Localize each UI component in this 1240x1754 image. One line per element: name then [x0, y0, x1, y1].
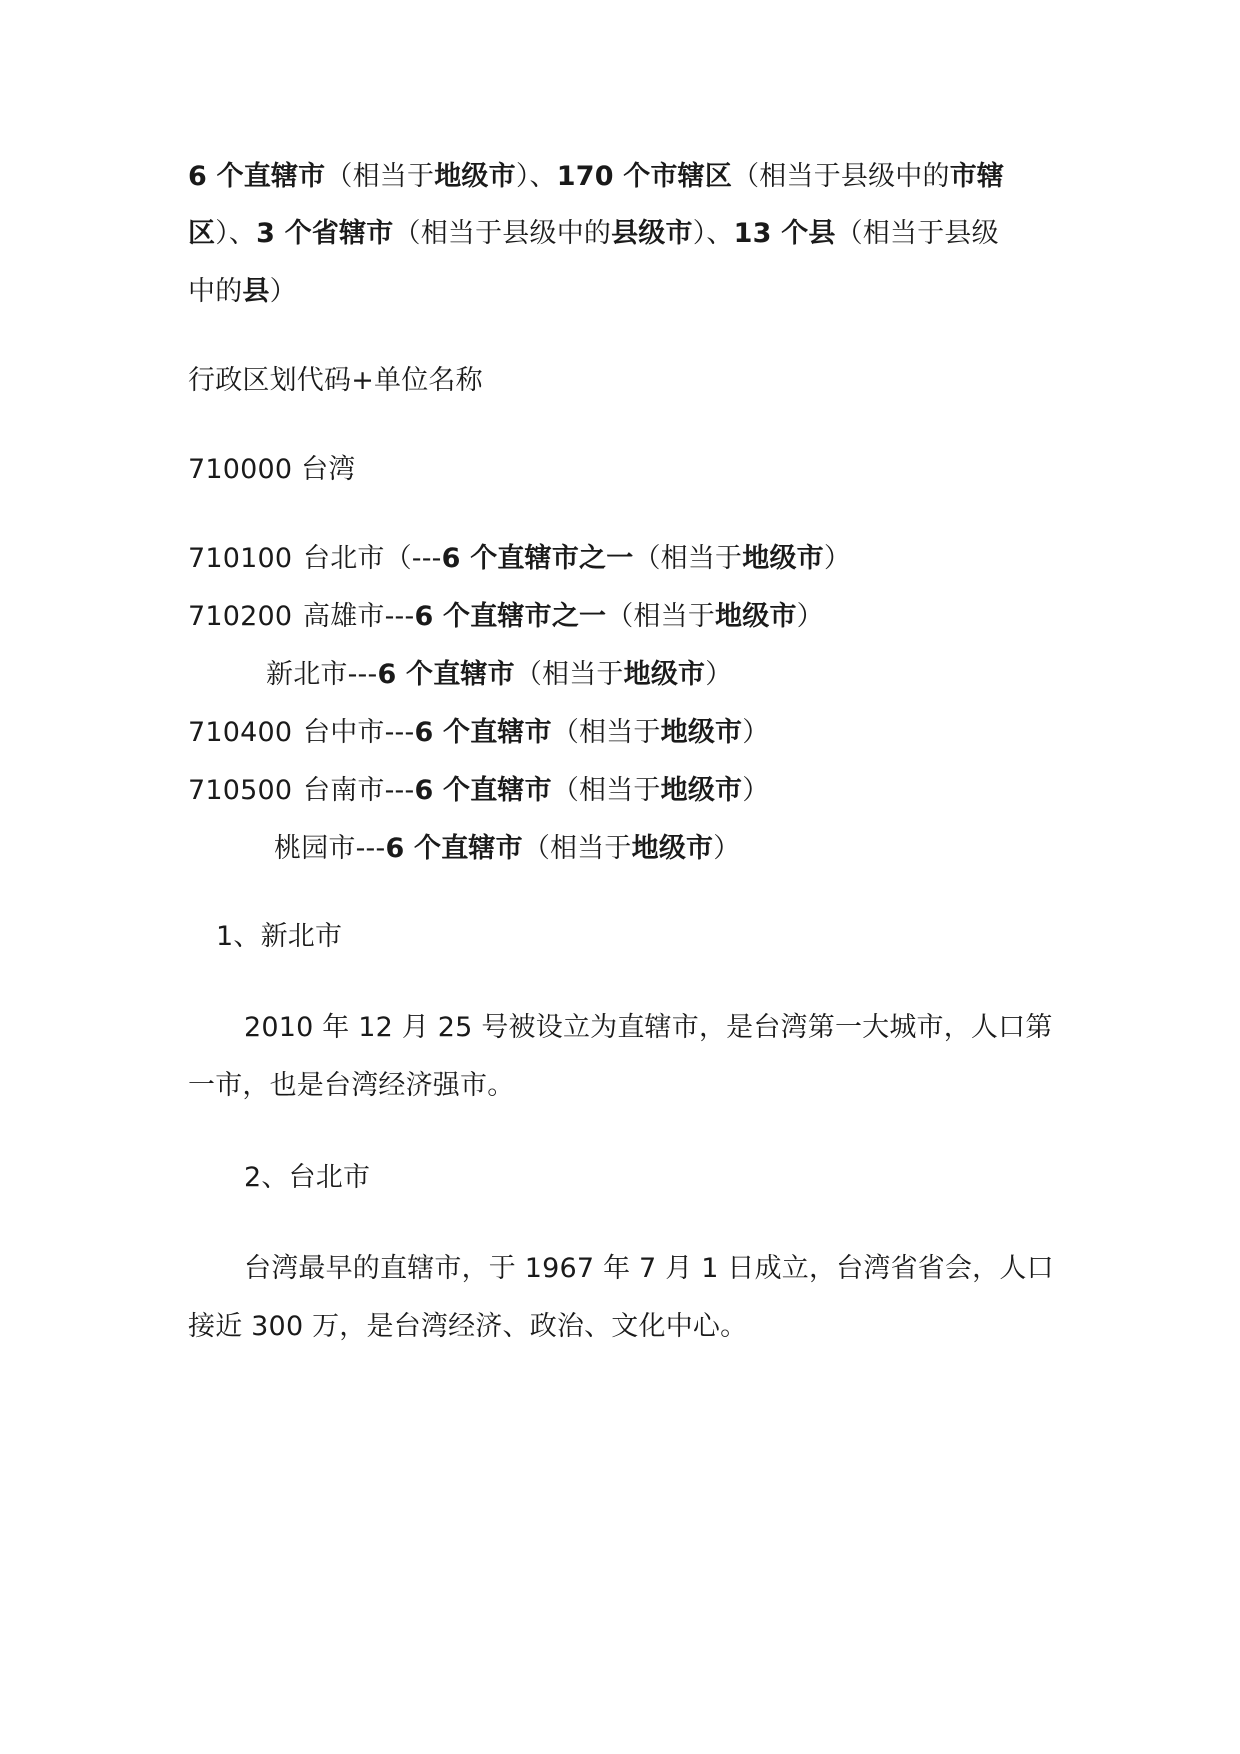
- section2-heading: 2、台北市: [244, 1162, 371, 1193]
- bold-text-run: 6 个直辖市之一: [441, 543, 634, 574]
- bold-text-run: 市辖: [949, 161, 1005, 192]
- text-run: 台南市---: [303, 775, 415, 806]
- bold-text-run: 6 个直辖市: [414, 717, 552, 748]
- bold-text-run: 6 个直辖市: [188, 161, 326, 192]
- city-row-taoyuan: [274, 829, 740, 869]
- bold-text-run: 170 个市辖区: [556, 161, 733, 192]
- city-code: 710500: [188, 775, 293, 806]
- text-run: （相当于: [633, 543, 743, 574]
- text-run: （相当于县级: [835, 218, 999, 249]
- text-run: 新北市---: [266, 659, 378, 690]
- city-desc: [303, 717, 769, 748]
- city-code: 710200: [188, 601, 293, 632]
- text-run: （相当于: [551, 717, 661, 748]
- text-run: ）: [796, 601, 824, 632]
- city-row-taichung: [188, 713, 769, 753]
- city-code: 710100: [188, 543, 293, 574]
- bold-text-run: 县: [242, 276, 270, 307]
- bold-text-run: 地级市: [623, 659, 706, 690]
- text-run: 中的: [188, 276, 243, 307]
- text-run: ）、: [692, 218, 734, 249]
- city-desc: [303, 601, 824, 632]
- city-row-new-taipei: [266, 655, 732, 695]
- city-desc: [274, 833, 740, 864]
- text-run: 桃园市---: [274, 833, 386, 864]
- text-run: ）、: [515, 161, 557, 192]
- text-run: （相当于: [551, 775, 661, 806]
- bold-text-run: 县级市: [611, 218, 693, 249]
- text-run: ）: [742, 775, 770, 806]
- text-run: 台中市---: [303, 717, 415, 748]
- bold-text-run: 地级市: [660, 775, 743, 806]
- text-run: （相当于: [325, 161, 435, 192]
- taiwan-code: 710000: [188, 454, 293, 485]
- text-run: （相当于县级中的: [732, 161, 950, 192]
- section1-para-line-1: 2010 年 12 月 25 号被设立为直辖市，是台湾第一大城市，人口第: [244, 1012, 1053, 1043]
- text-run: （相当于县级中的: [393, 218, 612, 249]
- bold-text-run: 6 个直辖市之一: [414, 601, 607, 632]
- city-desc: [303, 543, 851, 574]
- text-run: 高雄市---: [303, 601, 415, 632]
- city-row-taipei: [188, 539, 851, 579]
- taiwan-name: 台湾: [301, 454, 356, 485]
- text-run: 台北市（---: [303, 543, 442, 574]
- city-row-kaohsiung: [188, 597, 824, 637]
- section1-heading: 1、新北市: [216, 921, 343, 952]
- city-desc: [303, 775, 769, 806]
- intro-line-1: [188, 157, 1004, 197]
- text-run: （相当于: [606, 601, 716, 632]
- bold-text-run: 6 个直辖市: [385, 833, 523, 864]
- bold-text-run: 地级市: [434, 161, 516, 192]
- bold-text-run: 3 个省辖市: [256, 218, 394, 249]
- section1-para-line-2: 一市，也是台湾经济强市。: [188, 1070, 515, 1101]
- text-run: ）: [713, 833, 741, 864]
- text-run: ）: [705, 659, 733, 690]
- taiwan-row: [188, 450, 355, 490]
- bold-text-run: 地级市: [742, 543, 824, 574]
- bold-text-run: 6 个直辖市: [377, 659, 515, 690]
- text-run: ）: [269, 276, 297, 307]
- section2-para-line-2: 接近 300 万，是台湾经济、政治、文化中心。: [188, 1311, 748, 1342]
- bold-text-run: 13 个县: [733, 218, 836, 249]
- section2-para-line-1: 台湾最早的直辖市，于 1967 年 7 月 1 日成立，台湾省省会，人口: [244, 1253, 1054, 1284]
- text-run: ）: [742, 717, 770, 748]
- city-code: 710400: [188, 717, 293, 748]
- bold-text-run: 区: [188, 218, 216, 249]
- text-run: ）、: [215, 218, 257, 249]
- bold-text-run: 地级市: [631, 833, 714, 864]
- city-desc: [266, 659, 732, 690]
- text-run: ）: [823, 543, 852, 574]
- text-run: （相当于: [522, 833, 632, 864]
- code-heading: 行政区划代码+单位名称: [188, 365, 483, 396]
- bold-text-run: 地级市: [715, 601, 797, 632]
- intro-line-2: [188, 214, 999, 254]
- bold-text-run: 6 个直辖市: [414, 775, 552, 806]
- city-row-tainan: [188, 771, 769, 811]
- bold-text-run: 地级市: [660, 717, 743, 748]
- text-run: （相当于: [514, 659, 624, 690]
- intro-line-3: [188, 272, 297, 312]
